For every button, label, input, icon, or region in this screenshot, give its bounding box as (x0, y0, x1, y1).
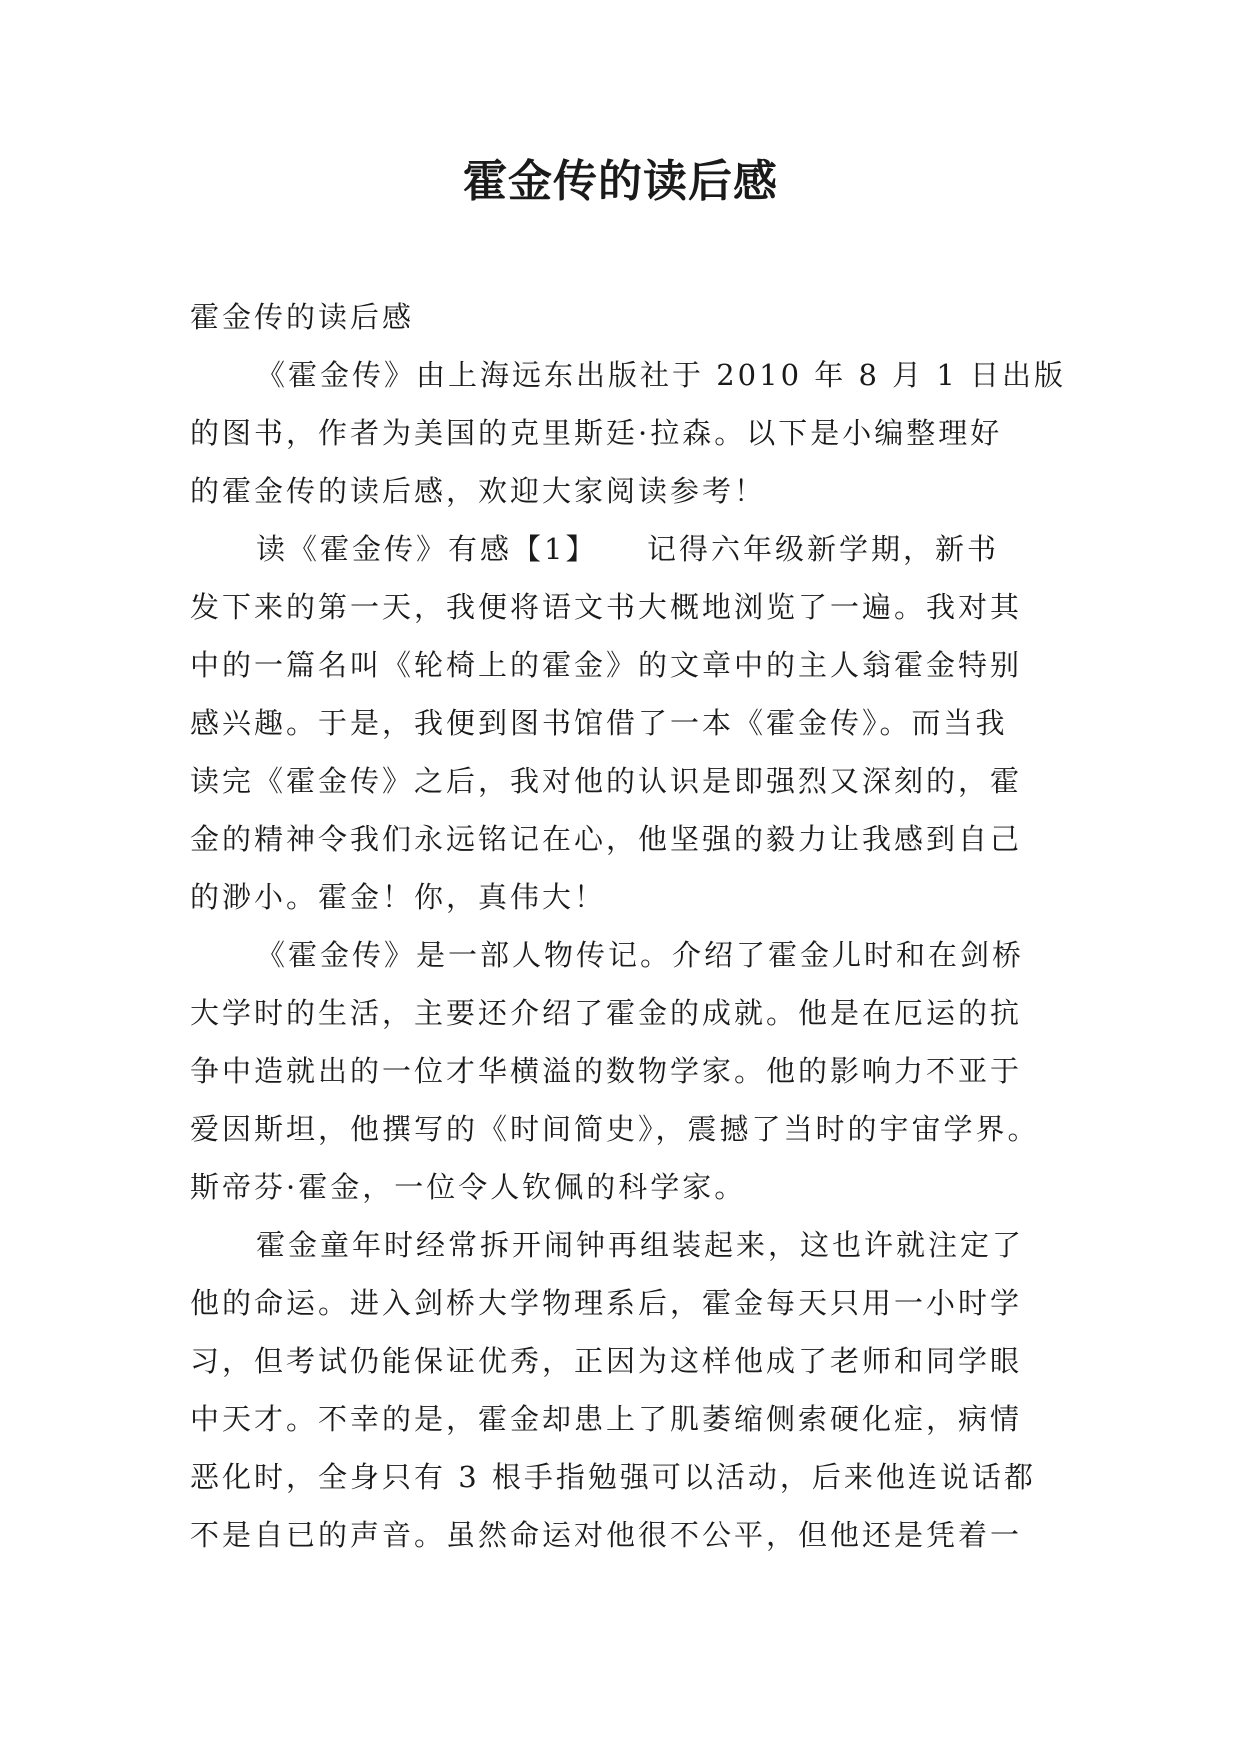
text-line: 的图书，作者为美国的克里斯廷·拉森。以下是小编整理好 (190, 416, 1003, 450)
text-line: 霍金传的读后感 (190, 300, 415, 334)
text-line: 大学时的生活，主要还介绍了霍金的成就。他是在厄运的抗 (190, 996, 1023, 1030)
text-line: 的霍金传的读后感，欢迎大家阅读参考！ (190, 474, 767, 508)
text-line: 发下来的第一天，我便将语文书大概地浏览了一遍。我对其 (190, 590, 1023, 624)
text-line: 的渺小。霍金！你，真伟大！ (190, 880, 607, 914)
text-line: 读《霍金传》有感【1】 记得六年级新学期，新书 (256, 532, 999, 566)
text-line: 爱因斯坦，他撰写的《时间简史》，震撼了当时的宇宙学界。 (190, 1112, 1040, 1146)
text-line: 斯帝芬·霍金，一位令人钦佩的科学家。 (190, 1170, 747, 1204)
text-line: 《霍金传》由上海远东出版社于 2010 年 8 月 1 日出版 (256, 358, 1067, 392)
text-line: 霍金童年时经常拆开闹钟再组装起来，这也许就注定了 (256, 1228, 1025, 1262)
text-line: 中的一篇名叫《轮椅上的霍金》的文章中的主人翁霍金特别 (190, 648, 1023, 682)
text-line: 争中造就出的一位才华横溢的数物学家。他的影响力不亚于 (190, 1054, 1023, 1088)
document-body (190, 288, 1070, 1564)
text-line: 他的命运。进入剑桥大学物理系后，霍金每天只用一小时学 (190, 1286, 1023, 1320)
text-line: 读完《霍金传》之后，我对他的认识是即强烈又深刻的，霍 (190, 764, 1023, 798)
text-line: 感兴趣。于是，我便到图书馆借了一本《霍金传》。而当我 (190, 706, 1008, 740)
document-title: 霍金传的读后感 (463, 156, 778, 207)
text-line: 恶化时，全身只有 3 根手指勉强可以活动，后来他连说话都 (190, 1460, 1036, 1494)
text-line: 习，但考试仍能保证优秀，正因为这样他成了老师和同学眼 (190, 1344, 1023, 1378)
text-line: 不是自已的声音。虽然命运对他很不公平，但他还是凭着一 (190, 1518, 1023, 1552)
text-line: 金的精神令我们永远铭记在心，他坚强的毅力让我感到自己 (190, 822, 1023, 856)
text-line: 《霍金传》是一部人物传记。介绍了霍金儿时和在剑桥 (256, 938, 1025, 972)
text-line: 中天才。不幸的是，霍金却患上了肌萎缩侧索硬化症，病情 (190, 1402, 1023, 1436)
